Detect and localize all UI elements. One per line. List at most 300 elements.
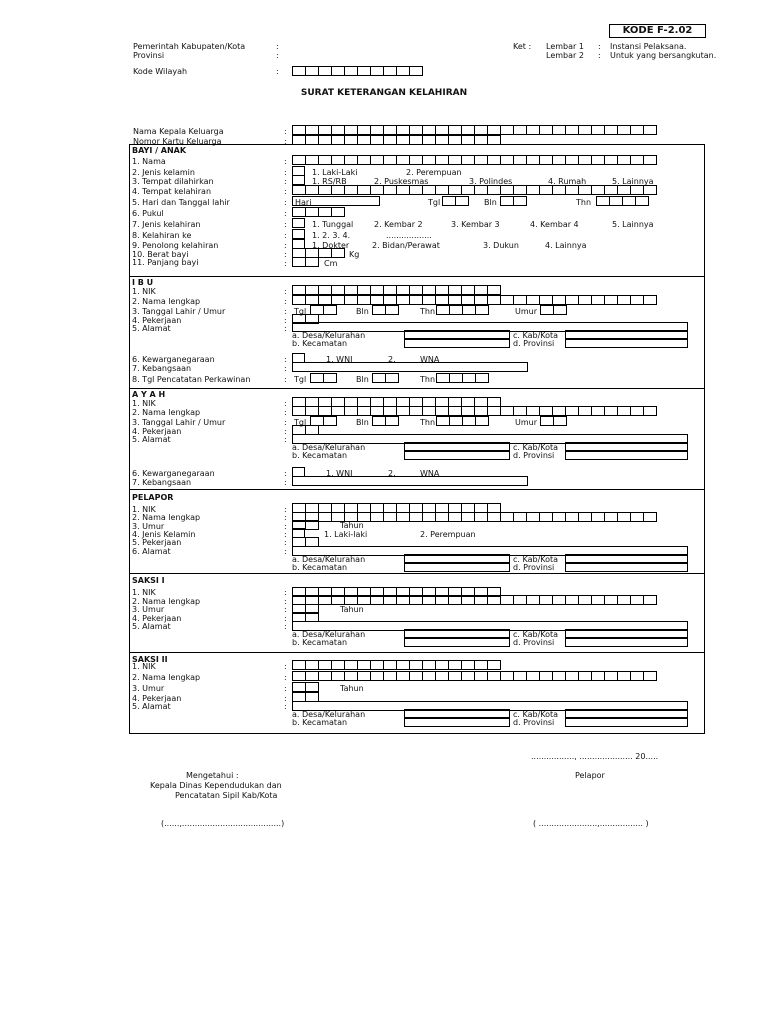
char-box[interactable] bbox=[448, 295, 462, 305]
char-box[interactable] bbox=[318, 406, 332, 416]
char-box[interactable] bbox=[357, 285, 371, 295]
ibu-kec-field[interactable] bbox=[404, 338, 510, 348]
char-box[interactable] bbox=[331, 66, 345, 76]
char-box[interactable] bbox=[370, 185, 384, 195]
char-box[interactable] bbox=[591, 671, 605, 681]
char-box[interactable] bbox=[604, 595, 618, 605]
char-box[interactable] bbox=[526, 155, 540, 165]
char-box[interactable] bbox=[305, 520, 319, 530]
saksi1-nama-boxes[interactable] bbox=[292, 595, 656, 605]
char-box[interactable] bbox=[372, 305, 386, 315]
char-box[interactable] bbox=[396, 125, 410, 135]
thn-boxes[interactable] bbox=[596, 196, 648, 206]
char-box[interactable] bbox=[331, 595, 345, 605]
char-box[interactable] bbox=[487, 155, 501, 165]
char-box[interactable] bbox=[318, 671, 332, 681]
char-box[interactable] bbox=[292, 660, 306, 670]
ibu-nik-boxes[interactable] bbox=[292, 285, 500, 295]
char-box[interactable] bbox=[461, 406, 475, 416]
char-box[interactable] bbox=[565, 512, 579, 522]
char-box[interactable] bbox=[500, 595, 514, 605]
char-box[interactable] bbox=[383, 155, 397, 165]
char-box[interactable] bbox=[318, 185, 332, 195]
char-box[interactable] bbox=[448, 155, 462, 165]
char-box[interactable] bbox=[462, 305, 476, 315]
ibu-prov-field[interactable] bbox=[565, 338, 688, 348]
char-box[interactable] bbox=[292, 155, 306, 165]
char-box[interactable] bbox=[487, 595, 501, 605]
char-box[interactable] bbox=[422, 295, 436, 305]
char-box[interactable] bbox=[370, 406, 384, 416]
char-box[interactable] bbox=[305, 671, 319, 681]
char-box[interactable] bbox=[436, 373, 450, 383]
char-box[interactable] bbox=[344, 671, 358, 681]
char-box[interactable] bbox=[292, 125, 306, 135]
char-box[interactable] bbox=[292, 295, 306, 305]
char-box[interactable] bbox=[448, 406, 462, 416]
char-box[interactable] bbox=[474, 185, 488, 195]
char-box[interactable] bbox=[305, 406, 319, 416]
char-box[interactable] bbox=[305, 207, 319, 217]
char-box[interactable] bbox=[448, 671, 462, 681]
char-box[interactable] bbox=[513, 125, 527, 135]
char-box[interactable] bbox=[422, 185, 436, 195]
char-box[interactable] bbox=[461, 185, 475, 195]
char-box[interactable] bbox=[357, 295, 371, 305]
kode-wilayah-boxes[interactable] bbox=[292, 66, 422, 76]
char-box[interactable] bbox=[643, 295, 657, 305]
char-box[interactable] bbox=[539, 406, 553, 416]
char-box[interactable] bbox=[409, 155, 423, 165]
char-box[interactable] bbox=[449, 416, 463, 426]
char-box[interactable] bbox=[591, 185, 605, 195]
char-box[interactable] bbox=[396, 155, 410, 165]
char-box[interactable] bbox=[396, 185, 410, 195]
char-box[interactable] bbox=[422, 595, 436, 605]
char-box[interactable] bbox=[487, 671, 501, 681]
char-box[interactable] bbox=[448, 285, 462, 295]
char-box[interactable] bbox=[643, 155, 657, 165]
char-box[interactable] bbox=[396, 595, 410, 605]
char-box[interactable] bbox=[643, 185, 657, 195]
char-box[interactable] bbox=[318, 295, 332, 305]
char-box[interactable] bbox=[383, 125, 397, 135]
char-box[interactable] bbox=[591, 406, 605, 416]
char-box[interactable] bbox=[396, 66, 410, 76]
char-box[interactable] bbox=[462, 416, 476, 426]
char-box[interactable] bbox=[331, 248, 345, 258]
ibu-nama-boxes[interactable] bbox=[292, 295, 656, 305]
char-box[interactable] bbox=[372, 373, 386, 383]
char-box[interactable] bbox=[318, 248, 332, 258]
char-box[interactable] bbox=[357, 671, 371, 681]
tempat-kelahiran-boxes[interactable] bbox=[292, 185, 656, 195]
char-box[interactable] bbox=[487, 285, 501, 295]
char-box[interactable] bbox=[604, 185, 618, 195]
char-box[interactable] bbox=[565, 671, 579, 681]
char-box[interactable] bbox=[487, 125, 501, 135]
char-box[interactable] bbox=[344, 185, 358, 195]
char-box[interactable] bbox=[396, 660, 410, 670]
char-box[interactable] bbox=[396, 285, 410, 295]
char-box[interactable] bbox=[622, 196, 636, 206]
char-box[interactable] bbox=[526, 295, 540, 305]
saksi2-nama-boxes[interactable] bbox=[292, 671, 656, 681]
char-box[interactable] bbox=[578, 512, 592, 522]
char-box[interactable] bbox=[409, 671, 423, 681]
char-box[interactable] bbox=[305, 257, 319, 267]
char-box[interactable] bbox=[604, 125, 618, 135]
char-box[interactable] bbox=[591, 512, 605, 522]
char-box[interactable] bbox=[385, 416, 399, 426]
char-box[interactable] bbox=[409, 512, 423, 522]
char-box[interactable] bbox=[449, 373, 463, 383]
char-box[interactable] bbox=[630, 512, 644, 522]
char-box[interactable] bbox=[422, 671, 436, 681]
char-box[interactable] bbox=[305, 285, 319, 295]
char-box[interactable] bbox=[383, 595, 397, 605]
char-box[interactable] bbox=[370, 512, 384, 522]
char-box[interactable] bbox=[474, 512, 488, 522]
char-box[interactable] bbox=[500, 671, 514, 681]
char-box[interactable] bbox=[513, 671, 527, 681]
char-box[interactable] bbox=[513, 196, 527, 206]
char-box[interactable] bbox=[318, 207, 332, 217]
char-box[interactable] bbox=[370, 125, 384, 135]
char-box[interactable] bbox=[539, 671, 553, 681]
char-box[interactable] bbox=[318, 512, 332, 522]
char-box[interactable] bbox=[344, 285, 358, 295]
char-box[interactable] bbox=[409, 660, 423, 670]
char-box[interactable] bbox=[448, 595, 462, 605]
char-box[interactable] bbox=[305, 682, 319, 692]
char-box[interactable] bbox=[305, 295, 319, 305]
char-box[interactable] bbox=[461, 595, 475, 605]
ayah-bln-boxes[interactable] bbox=[372, 416, 398, 426]
char-box[interactable] bbox=[552, 295, 566, 305]
char-box[interactable] bbox=[305, 66, 319, 76]
char-box[interactable] bbox=[474, 155, 488, 165]
char-box[interactable] bbox=[305, 185, 319, 195]
char-box[interactable] bbox=[305, 660, 319, 670]
ayah-thn-boxes[interactable] bbox=[436, 416, 488, 426]
char-box[interactable] bbox=[323, 373, 337, 383]
char-box[interactable] bbox=[435, 671, 449, 681]
char-box[interactable] bbox=[630, 595, 644, 605]
char-box[interactable] bbox=[435, 595, 449, 605]
char-box[interactable] bbox=[357, 660, 371, 670]
char-box[interactable] bbox=[604, 295, 618, 305]
char-box[interactable] bbox=[449, 305, 463, 315]
char-box[interactable] bbox=[370, 660, 384, 670]
char-box[interactable] bbox=[591, 155, 605, 165]
char-box[interactable] bbox=[526, 512, 540, 522]
char-box[interactable] bbox=[422, 155, 436, 165]
char-box[interactable] bbox=[448, 125, 462, 135]
char-box[interactable] bbox=[461, 512, 475, 522]
char-box[interactable] bbox=[539, 512, 553, 522]
char-box[interactable] bbox=[500, 155, 514, 165]
char-box[interactable] bbox=[474, 406, 488, 416]
char-box[interactable] bbox=[565, 155, 579, 165]
char-box[interactable] bbox=[513, 512, 527, 522]
char-box[interactable] bbox=[318, 595, 332, 605]
char-box[interactable] bbox=[323, 305, 337, 315]
char-box[interactable] bbox=[396, 406, 410, 416]
char-box[interactable] bbox=[435, 155, 449, 165]
char-box[interactable] bbox=[565, 595, 579, 605]
char-box[interactable] bbox=[344, 295, 358, 305]
char-box[interactable] bbox=[435, 125, 449, 135]
char-box[interactable] bbox=[578, 595, 592, 605]
char-box[interactable] bbox=[448, 512, 462, 522]
char-box[interactable] bbox=[396, 512, 410, 522]
char-box[interactable] bbox=[526, 595, 540, 605]
char-box[interactable] bbox=[539, 295, 553, 305]
char-box[interactable] bbox=[409, 406, 423, 416]
saksi2-kec-field[interactable] bbox=[404, 717, 510, 727]
char-box[interactable] bbox=[630, 406, 644, 416]
ibu-umur-boxes[interactable] bbox=[540, 305, 566, 315]
char-box[interactable] bbox=[331, 295, 345, 305]
char-box[interactable] bbox=[630, 185, 644, 195]
char-box[interactable] bbox=[617, 295, 631, 305]
char-box[interactable] bbox=[385, 373, 399, 383]
char-box[interactable] bbox=[617, 671, 631, 681]
char-box[interactable] bbox=[635, 196, 649, 206]
char-box[interactable] bbox=[474, 595, 488, 605]
char-box[interactable] bbox=[474, 660, 488, 670]
char-box[interactable] bbox=[455, 196, 469, 206]
ayah-umur-boxes[interactable] bbox=[540, 416, 566, 426]
char-box[interactable] bbox=[422, 660, 436, 670]
char-box[interactable] bbox=[383, 512, 397, 522]
char-box[interactable] bbox=[539, 125, 553, 135]
char-box[interactable] bbox=[323, 416, 337, 426]
char-box[interactable] bbox=[305, 155, 319, 165]
char-box[interactable] bbox=[357, 595, 371, 605]
char-box[interactable] bbox=[578, 155, 592, 165]
char-box[interactable] bbox=[461, 155, 475, 165]
char-box[interactable] bbox=[318, 155, 332, 165]
char-box[interactable] bbox=[344, 660, 358, 670]
char-box[interactable] bbox=[513, 155, 527, 165]
char-box[interactable] bbox=[630, 671, 644, 681]
char-box[interactable] bbox=[513, 595, 527, 605]
char-box[interactable] bbox=[292, 406, 306, 416]
char-box[interactable] bbox=[292, 682, 306, 692]
char-box[interactable] bbox=[292, 285, 306, 295]
char-box[interactable] bbox=[578, 295, 592, 305]
char-box[interactable] bbox=[409, 285, 423, 295]
char-box[interactable] bbox=[552, 155, 566, 165]
char-box[interactable] bbox=[396, 671, 410, 681]
char-box[interactable] bbox=[617, 512, 631, 522]
char-box[interactable] bbox=[461, 125, 475, 135]
char-box[interactable] bbox=[292, 185, 306, 195]
jenis-kelahiran-box[interactable] bbox=[292, 218, 305, 228]
char-box[interactable] bbox=[461, 660, 475, 670]
char-box[interactable] bbox=[436, 305, 450, 315]
char-box[interactable] bbox=[331, 406, 345, 416]
char-box[interactable] bbox=[383, 295, 397, 305]
char-box[interactable] bbox=[385, 305, 399, 315]
char-box[interactable] bbox=[370, 295, 384, 305]
char-box[interactable] bbox=[396, 295, 410, 305]
char-box[interactable] bbox=[357, 406, 371, 416]
char-box[interactable] bbox=[500, 185, 514, 195]
char-box[interactable] bbox=[370, 285, 384, 295]
char-box[interactable] bbox=[578, 406, 592, 416]
char-box[interactable] bbox=[526, 671, 540, 681]
char-box[interactable] bbox=[435, 660, 449, 670]
char-box[interactable] bbox=[435, 406, 449, 416]
saksi2-nik-boxes[interactable] bbox=[292, 660, 500, 670]
char-box[interactable] bbox=[552, 185, 566, 195]
char-box[interactable] bbox=[409, 125, 423, 135]
char-box[interactable] bbox=[448, 185, 462, 195]
char-box[interactable] bbox=[578, 185, 592, 195]
char-box[interactable] bbox=[475, 416, 489, 426]
char-box[interactable] bbox=[552, 671, 566, 681]
char-box[interactable] bbox=[372, 416, 386, 426]
char-box[interactable] bbox=[596, 196, 610, 206]
char-box[interactable] bbox=[526, 125, 540, 135]
char-box[interactable] bbox=[331, 185, 345, 195]
char-box[interactable] bbox=[422, 512, 436, 522]
char-box[interactable] bbox=[609, 196, 623, 206]
char-box[interactable] bbox=[344, 595, 358, 605]
ibu-kawin-tgl-boxes[interactable] bbox=[310, 373, 336, 383]
char-box[interactable] bbox=[604, 155, 618, 165]
char-box[interactable] bbox=[383, 285, 397, 295]
char-box[interactable] bbox=[553, 416, 567, 426]
char-box[interactable] bbox=[409, 66, 423, 76]
pelapor-kec-field[interactable] bbox=[404, 562, 510, 572]
char-box[interactable] bbox=[370, 671, 384, 681]
char-box[interactable] bbox=[487, 185, 501, 195]
ayah-kec-field[interactable] bbox=[404, 450, 510, 460]
panjang-boxes[interactable] bbox=[292, 257, 318, 267]
char-box[interactable] bbox=[461, 285, 475, 295]
ibu-bln-boxes[interactable] bbox=[372, 305, 398, 315]
char-box[interactable] bbox=[461, 295, 475, 305]
char-box[interactable] bbox=[500, 125, 514, 135]
char-box[interactable] bbox=[630, 125, 644, 135]
char-box[interactable] bbox=[643, 595, 657, 605]
char-box[interactable] bbox=[474, 671, 488, 681]
char-box[interactable] bbox=[292, 671, 306, 681]
char-box[interactable] bbox=[591, 295, 605, 305]
char-box[interactable] bbox=[474, 125, 488, 135]
tempat-dilahirkan-box[interactable] bbox=[292, 175, 305, 185]
char-box[interactable] bbox=[539, 595, 553, 605]
char-box[interactable] bbox=[383, 660, 397, 670]
saksi1-kec-field[interactable] bbox=[404, 637, 510, 647]
char-box[interactable] bbox=[318, 66, 332, 76]
char-box[interactable] bbox=[630, 155, 644, 165]
char-box[interactable] bbox=[318, 285, 332, 295]
char-box[interactable] bbox=[552, 595, 566, 605]
char-box[interactable] bbox=[435, 512, 449, 522]
char-box[interactable] bbox=[292, 66, 306, 76]
char-box[interactable] bbox=[475, 305, 489, 315]
char-box[interactable] bbox=[474, 285, 488, 295]
char-box[interactable] bbox=[435, 295, 449, 305]
ibu-kawin-bln-boxes[interactable] bbox=[372, 373, 398, 383]
char-box[interactable] bbox=[436, 416, 450, 426]
char-box[interactable] bbox=[630, 295, 644, 305]
char-box[interactable] bbox=[370, 155, 384, 165]
char-box[interactable] bbox=[475, 373, 489, 383]
char-box[interactable] bbox=[331, 660, 345, 670]
char-box[interactable] bbox=[591, 125, 605, 135]
ibu-kebangsaan-field[interactable] bbox=[292, 362, 528, 372]
char-box[interactable] bbox=[604, 406, 618, 416]
char-box[interactable] bbox=[344, 66, 358, 76]
char-box[interactable] bbox=[591, 595, 605, 605]
char-box[interactable] bbox=[422, 125, 436, 135]
tgl-boxes[interactable] bbox=[442, 196, 468, 206]
char-box[interactable] bbox=[331, 125, 345, 135]
ayah-kebangsaan-field[interactable] bbox=[292, 476, 528, 486]
char-box[interactable] bbox=[331, 207, 345, 217]
char-box[interactable] bbox=[357, 125, 371, 135]
char-box[interactable] bbox=[513, 295, 527, 305]
char-box[interactable] bbox=[617, 155, 631, 165]
char-box[interactable] bbox=[540, 305, 554, 315]
char-box[interactable] bbox=[565, 406, 579, 416]
char-box[interactable] bbox=[383, 185, 397, 195]
ibu-thn-boxes[interactable] bbox=[436, 305, 488, 315]
char-box[interactable] bbox=[565, 295, 579, 305]
char-box[interactable] bbox=[617, 185, 631, 195]
char-box[interactable] bbox=[578, 671, 592, 681]
char-box[interactable] bbox=[643, 512, 657, 522]
char-box[interactable] bbox=[565, 185, 579, 195]
char-box[interactable] bbox=[344, 406, 358, 416]
char-box[interactable] bbox=[310, 373, 324, 383]
char-box[interactable] bbox=[318, 125, 332, 135]
char-box[interactable] bbox=[500, 295, 514, 305]
saksi2-umur-boxes[interactable] bbox=[292, 682, 318, 692]
char-box[interactable] bbox=[331, 155, 345, 165]
char-box[interactable] bbox=[487, 406, 501, 416]
char-box[interactable] bbox=[331, 671, 345, 681]
char-box[interactable] bbox=[552, 512, 566, 522]
ibu-kawin-thn-boxes[interactable] bbox=[436, 373, 488, 383]
char-box[interactable] bbox=[500, 512, 514, 522]
char-box[interactable] bbox=[643, 406, 657, 416]
saksi1-prov-field[interactable] bbox=[565, 637, 688, 647]
char-box[interactable] bbox=[500, 406, 514, 416]
char-box[interactable] bbox=[526, 185, 540, 195]
char-box[interactable] bbox=[539, 155, 553, 165]
char-box[interactable] bbox=[578, 125, 592, 135]
char-box[interactable] bbox=[292, 207, 306, 217]
char-box[interactable] bbox=[617, 125, 631, 135]
char-box[interactable] bbox=[318, 660, 332, 670]
char-box[interactable] bbox=[292, 257, 306, 267]
char-box[interactable] bbox=[565, 125, 579, 135]
char-box[interactable] bbox=[553, 305, 567, 315]
nama-bayi-boxes[interactable] bbox=[292, 155, 656, 165]
char-box[interactable] bbox=[383, 406, 397, 416]
char-box[interactable] bbox=[643, 671, 657, 681]
char-box[interactable] bbox=[409, 185, 423, 195]
char-box[interactable] bbox=[383, 671, 397, 681]
char-box[interactable] bbox=[435, 185, 449, 195]
